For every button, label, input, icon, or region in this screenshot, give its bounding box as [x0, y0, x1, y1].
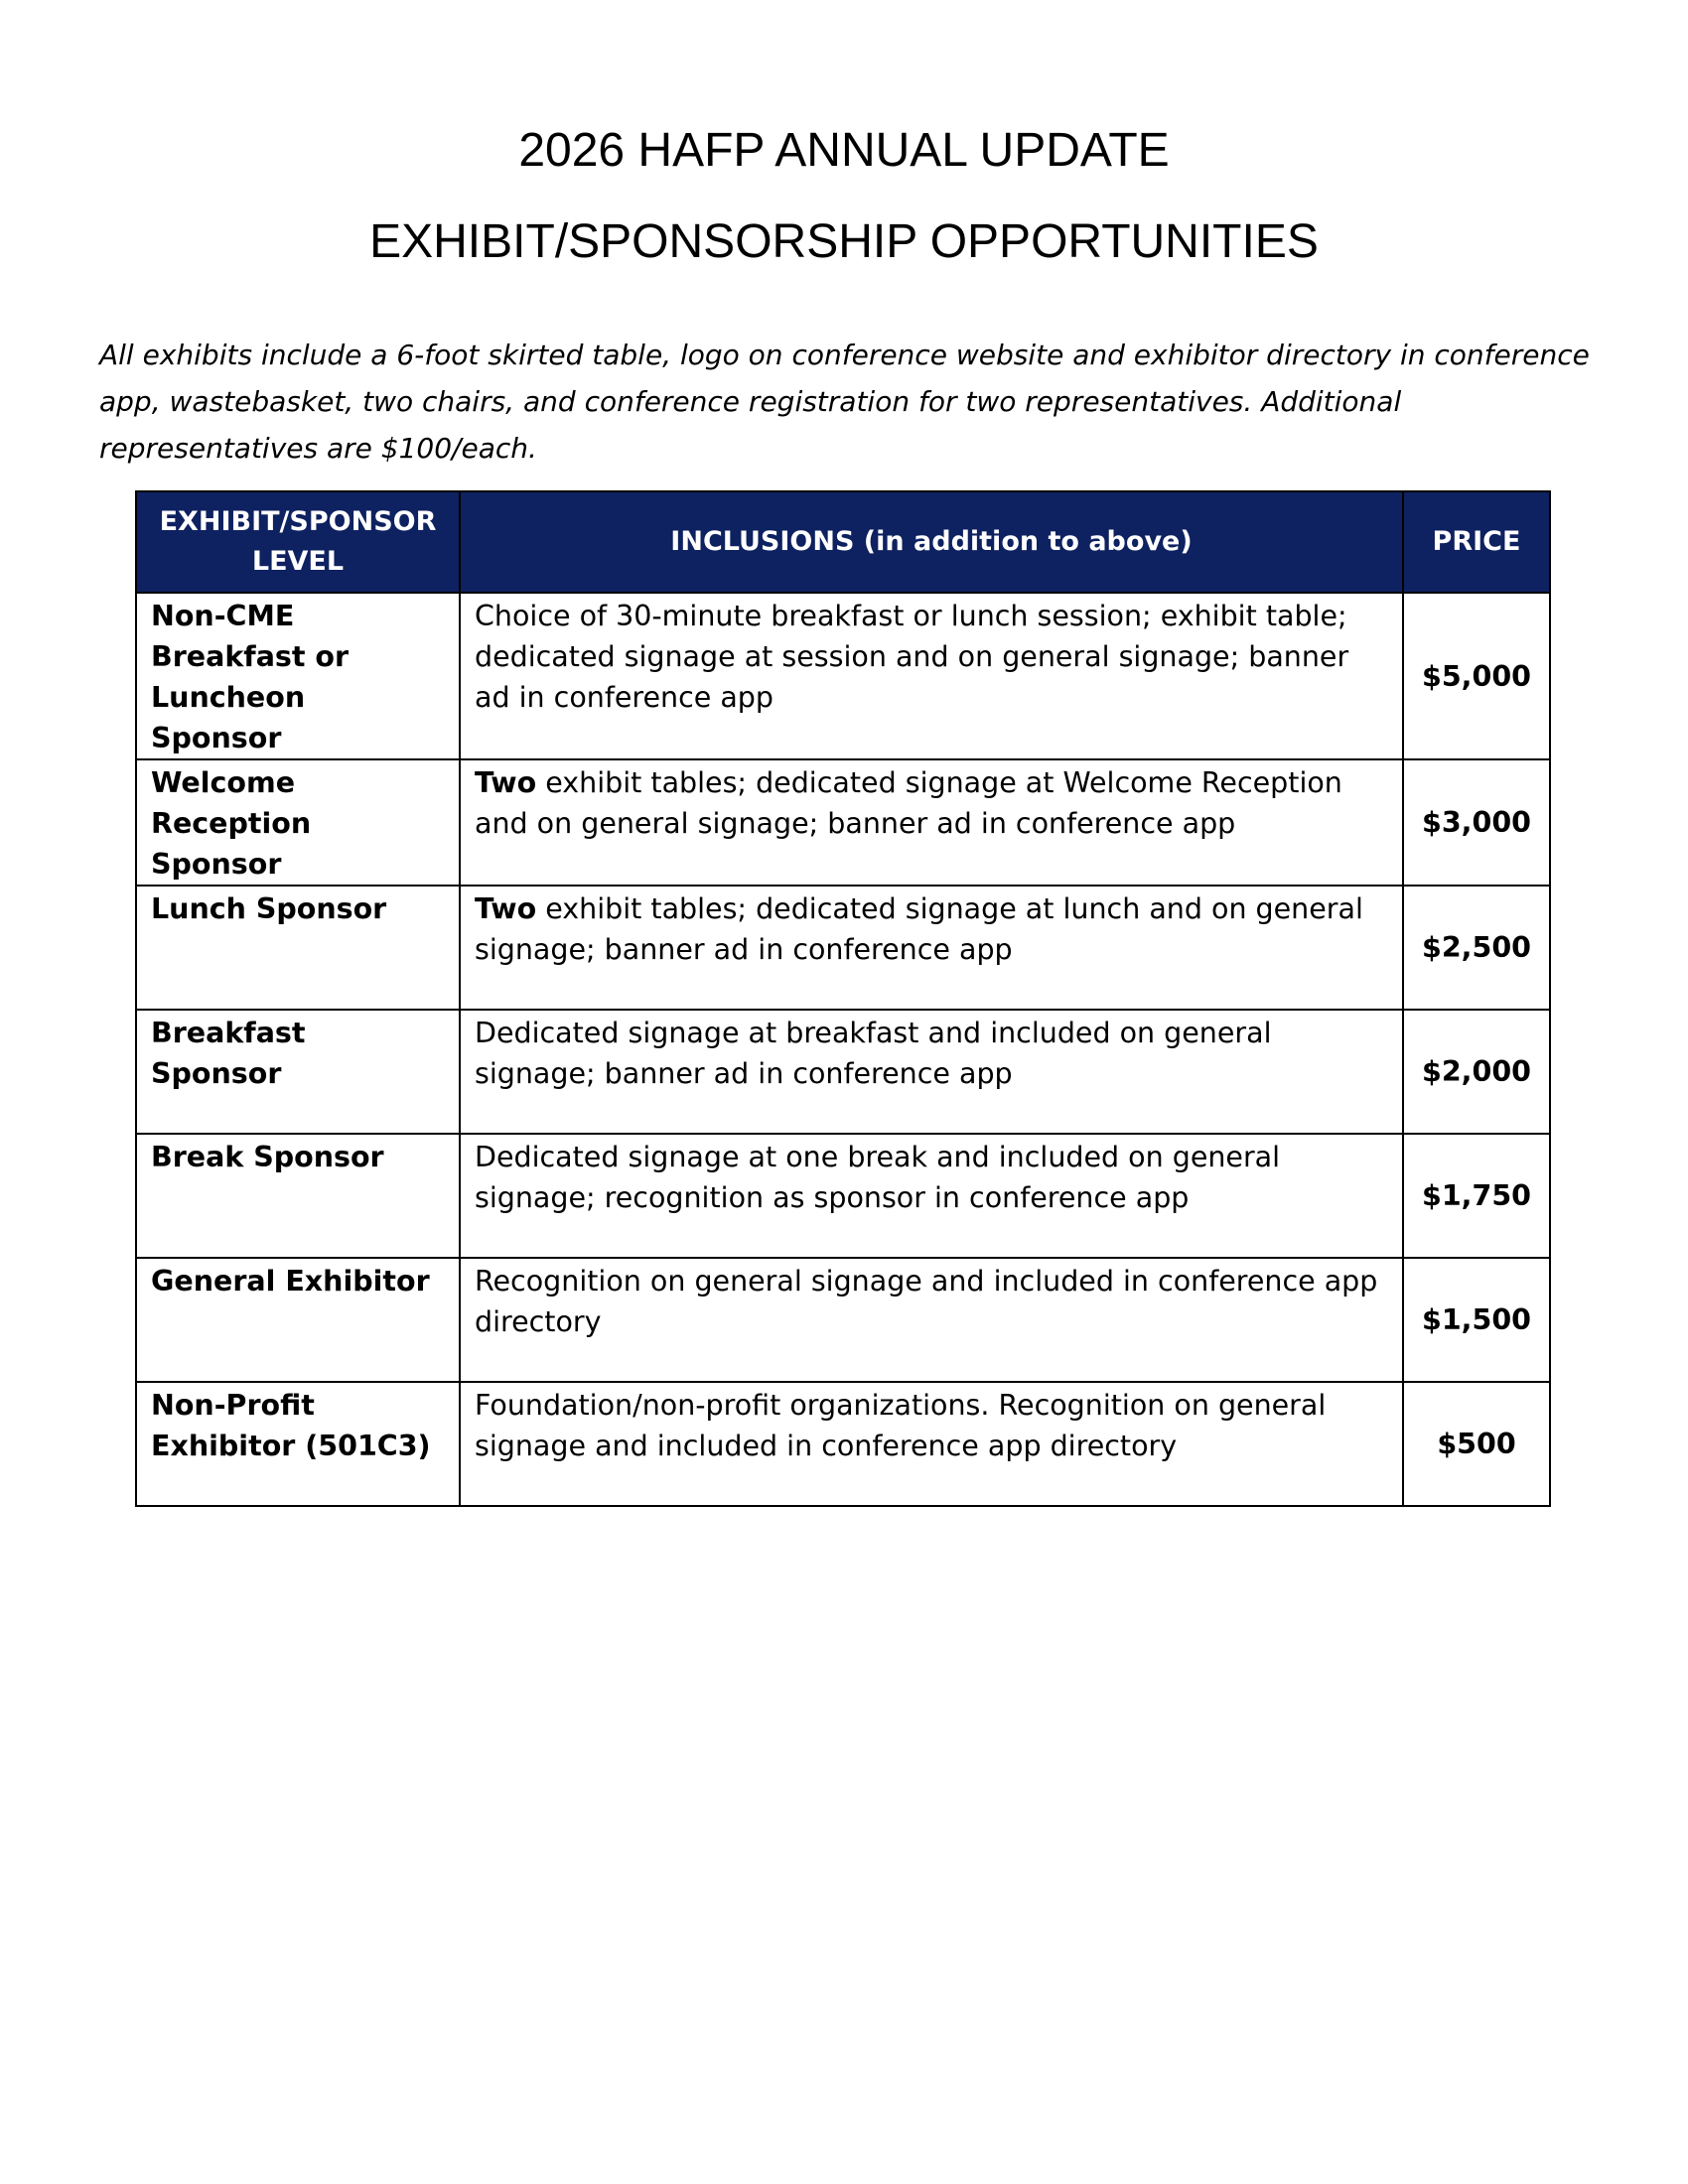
page-subtitle: EXHIBIT/SPONSORSHIP OPPORTUNITIES [369, 215, 1319, 268]
sponsor-inclusions [460, 1382, 1403, 1506]
sponsor-price: $2,500 [1403, 886, 1550, 1010]
inclusions-text: exhibit tables; dedicated signage at Welcome Reception and on general signage; banner ad in conference app [475, 766, 1342, 840]
sponsor-level: Breakfast Sponsor [136, 1010, 460, 1134]
table-row [136, 1010, 1550, 1134]
sponsor-inclusions [460, 1134, 1403, 1258]
sponsor-level: Non-CME Breakfast or Luncheon Sponsor [136, 593, 460, 759]
table-row [136, 759, 1550, 886]
table-row [136, 593, 1550, 759]
inclusions-lead: Two [475, 766, 537, 799]
sponsor-price: $5,000 [1403, 593, 1550, 759]
inclusions-text: Dedicated signage at breakfast and included on general signage; banner ad in conference app [475, 1017, 1272, 1090]
page-title: 2026 HAFP ANNUAL UPDATE [518, 124, 1170, 177]
inclusions-text: Foundation/non-profit organizations. Recognition on general signage and included in conference app directory [475, 1389, 1327, 1462]
table-row [136, 886, 1550, 1010]
table-row [136, 1134, 1550, 1258]
table-body [136, 593, 1550, 1506]
header-level: EXHIBIT/SPONSOR LEVEL [136, 491, 460, 593]
sponsor-price: $3,000 [1403, 759, 1550, 886]
sponsor-price: $500 [1403, 1382, 1550, 1506]
inclusions-text: Dedicated signage at one break and included on general signage; recognition as sponsor in conference app [475, 1141, 1281, 1214]
sponsor-price: $2,000 [1403, 1010, 1550, 1134]
sponsorship-table [135, 490, 1551, 1507]
sponsor-level: General Exhibitor [136, 1258, 460, 1382]
table-row [136, 1258, 1550, 1382]
inclusions-text: Choice of 30-minute breakfast or lunch session; exhibit table; dedicated signage at session and on general signage; banner ad in conference app [475, 600, 1349, 714]
sponsor-inclusions [460, 759, 1403, 886]
header-inclusions: INCLUSIONS (in addition to above) [460, 491, 1403, 593]
sponsor-level: Lunch Sponsor [136, 886, 460, 1010]
sponsor-inclusions [460, 1258, 1403, 1382]
sponsor-inclusions [460, 1010, 1403, 1134]
table-header-row [136, 491, 1550, 593]
inclusions-lead: Two [475, 892, 537, 925]
header-price: PRICE [1403, 491, 1550, 593]
inclusions-text: Recognition on general signage and included in conference app directory [475, 1265, 1378, 1338]
intro-paragraph: All exhibits include a 6-foot skirted table, logo on conference website and exhibitor directory in conference app, wastebasket, two chairs, and conference registration for two representatives. Additional representatives are $100/each. [99, 339, 1590, 465]
sponsor-level: Non-Profit Exhibitor (501C3) [136, 1382, 460, 1506]
sponsor-inclusions [460, 593, 1403, 759]
sponsor-inclusions [460, 886, 1403, 1010]
inclusions-text: exhibit tables; dedicated signage at lunch and on general signage; banner ad in conference app [475, 892, 1363, 966]
table-header [136, 491, 1550, 593]
sponsor-price: $1,750 [1403, 1134, 1550, 1258]
sponsor-level: Break Sponsor [136, 1134, 460, 1258]
sponsor-price: $1,500 [1403, 1258, 1550, 1382]
table-row [136, 1382, 1550, 1506]
sponsor-level: Welcome Reception Sponsor [136, 759, 460, 886]
